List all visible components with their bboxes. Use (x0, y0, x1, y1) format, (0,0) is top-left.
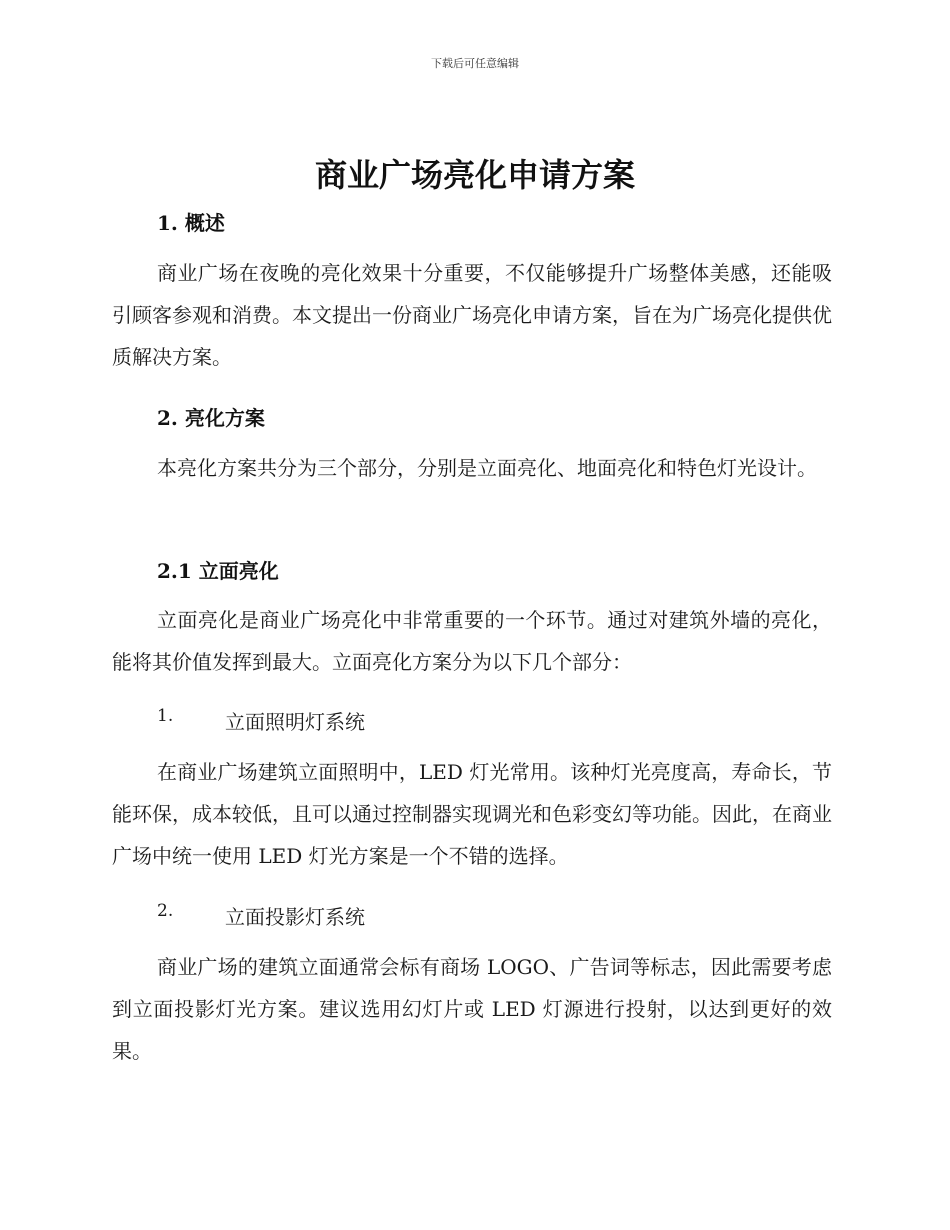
paragraph-facade: 立面亮化是商业广场亮化中非常重要的一个环节。通过对建筑外墙的亮化，能将其价值发挥到最大。立面亮化方案分为以下几个部分： (112, 608, 832, 674)
section-heading-plan: 2. 亮化方案 (157, 406, 265, 430)
paragraph-plan: 本亮化方案共分为三个部分，分别是立面亮化、地面亮化和特色灯光设计。 (157, 456, 817, 480)
page-header-note: 下载后可任意编辑 (431, 57, 519, 70)
list-number: 1. (157, 706, 174, 726)
list-item-facade-lighting (157, 706, 365, 735)
section-heading-facade: 2.1 立面亮化 (157, 559, 279, 583)
paragraph-facade-projection: 商业广场的建筑立面通常会标有商场 LOGO、广告词等标志，因此需要考虑到立面投影灯光方案。建议选用幻灯片或 LED 灯源进行投射，以达到更好的效果。 (112, 955, 832, 1063)
list-item-label: 立面照明灯系统 (225, 710, 365, 734)
paragraph-facade-lighting: 在商业广场建筑立面照明中，LED 灯光常用。该种灯光亮度高，寿命长，节能环保，成本较低，且可以通过控制器实现调光和色彩变幻等功能。因此，在商业广场中统一使用 LED 灯光方案是一个不错的选择。 (112, 760, 832, 868)
section-heading-overview: 1. 概述 (157, 211, 225, 235)
list-number: 2. (157, 901, 174, 921)
paragraph-overview: 商业广场在夜晚的亮化效果十分重要，不仅能够提升广场整体美感，还能吸引顾客参观和消费。本文提出一份商业广场亮化申请方案，旨在为广场亮化提供优质解决方案。 (112, 261, 832, 369)
document-title: 商业广场亮化申请方案 (314, 156, 635, 194)
list-item-facade-projection (157, 901, 365, 930)
list-item-label: 立面投影灯系统 (225, 905, 365, 929)
